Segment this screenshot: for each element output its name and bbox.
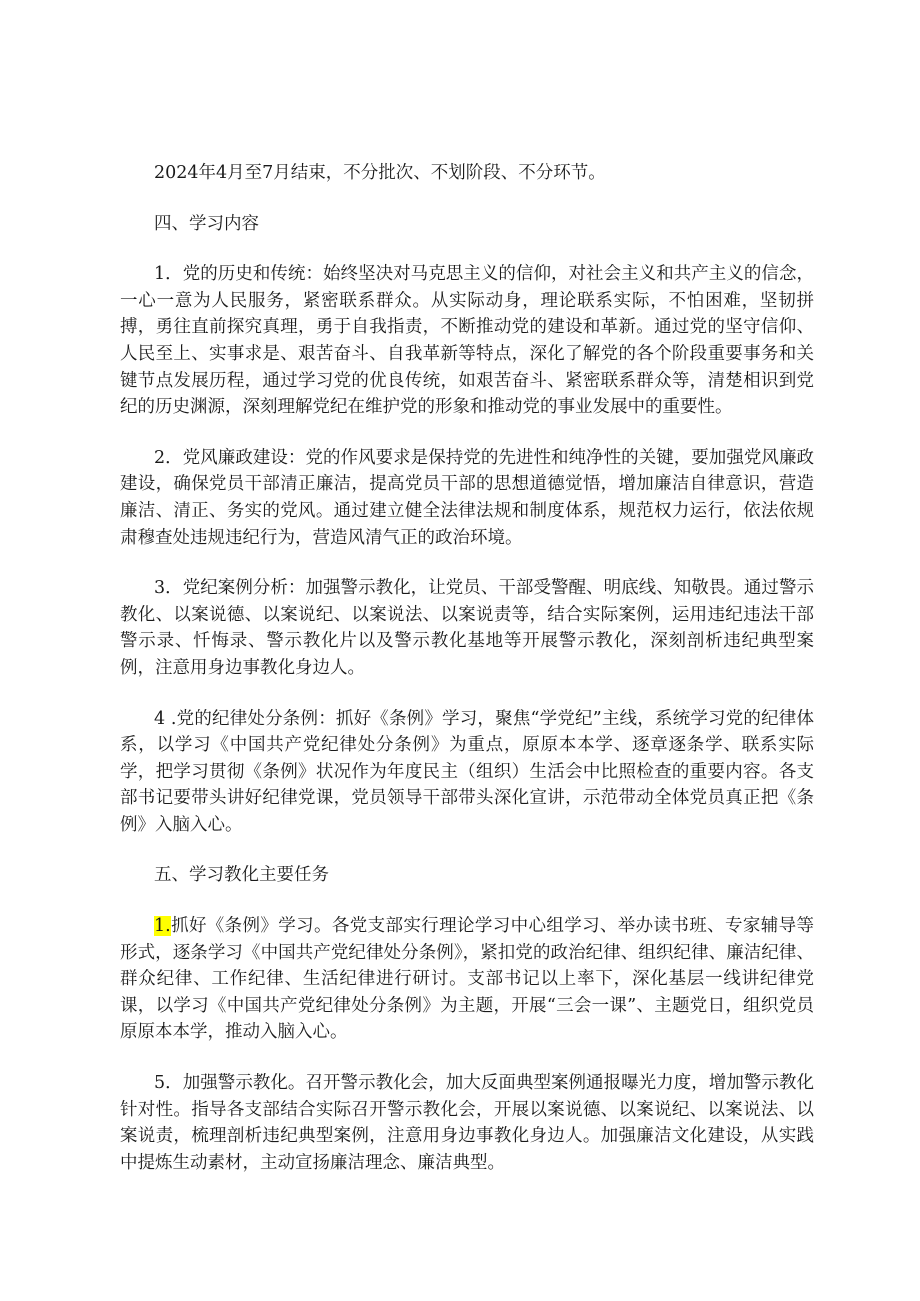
spacer	[120, 551, 814, 575]
spacer	[120, 237, 814, 261]
spacer	[120, 682, 814, 706]
spacer	[120, 1046, 814, 1070]
paragraph-discipline-regulations: 4 .党的纪律处分条例：抓好《条例》学习，聚焦“学党纪”主线，系统学习党的纪律体系，以学习《中国共产党纪律处分条例》为重点，原原本本学、逐章逐条学、联系实际学，把学习贯彻《条例》状况作为年度民主（组织）生活会中比照检查的重要内容。各支部书记要带头讲好纪律党课，党员领导干部带头深化宣讲，示范带动全体党员真正把《条例》入脑入心。	[120, 708, 814, 835]
spacer	[120, 187, 814, 211]
document-body	[120, 148, 814, 1176]
paragraph-clean-governance: 2．党风廉政建设：党的作风要求是保持党的先进性和纯净性的关键，要加强党风廉政建设，确保党员干部清正廉洁，提高党员干部的思想道德觉悟，增加廉洁自律意识，营造廉洁、清正、务实的党风。通过建立健全法律法规和制度体系，规范权力运行，依法依规肃穆查处违规违纪行为，营造风清气正的政治环境。	[120, 447, 814, 548]
paragraph-party-history: 1．党的历史和传统：始终坚决对马克思主义的信仰，对社会主义和共产主义的信念，一心一意为人民服务，紧密联系群众。从实际动身，理论联系实际，不怕困难，坚韧拼搏，勇往直前探究真理，勇于自我指责，不断推动党的建设和革新。通过党的坚守信仰、人民至上、实事求是、艰苦奋斗、自我革新等特点，深化了解党的各个阶段重要事务和关键节点发展历程，通过学习党的优良传统，如艰苦奋斗、紧密联系群众等，清楚相识到党纪的历史渊源，深刻理解党纪在维护党的形象和推动党的事业发展中的重要性。	[120, 264, 814, 418]
paragraph-study-regulations	[120, 913, 814, 1046]
spacer	[120, 421, 814, 445]
paragraph-case-analysis: 3．党纪案例分析：加强警示教化，让党员、干部受警醒、明底线、知敬畏。通过警示教化、以案说德、以案说纪、以案说法、以案说责等，结合实际案例，运用违纪违法干部警示录、忏悔录、警示教化片以及警示教化基地等开展警示教化，深刻剖析违纪典型案例，注意用身边事教化身边人。	[120, 578, 814, 678]
section-heading-4: 四、学习内容	[154, 213, 259, 234]
spacer	[120, 889, 814, 913]
spacer	[120, 838, 814, 862]
paragraph-study-regulations-text: 抓好《条例》学习。各党支部实行理论学习中心组学习、举办读书班、专家辅导等形式，逐条学习《中国共产党纪律处分条例》，紧扣党的政治纪律、组织纪律、廉洁纪律、群众纪律、工作纪律、生活纪律进行研讨。支部书记以上率下，深化基层一线讲纪律党课，以学习《中国共产党纪律处分条例》为主题，开展“三会一课”、主题党日，组织党员原原本本学，推动入脑入心。	[120, 916, 814, 1043]
highlighted-list-marker: 1.	[154, 916, 171, 937]
paragraph-timeframe: 2024年4月至7月结束，不分批次、不划阶段、不分环节。	[154, 163, 606, 183]
paragraph-warning-education: 5．加强警示教化。召开警示教化会，加大反面典型案例通报曝光力度，增加警示教化针对性。指导各支部结合实际召开警示教化会，开展以案说德、以案说纪、以案说法、以案说责，梳理剖析违纪典型案例，注意用身边事教化身边人。加强廉洁文化建设，从实践中提炼生动素材，主动宣扬廉洁理念、廉洁典型。	[120, 1073, 814, 1173]
section-heading-5: 五、学习教化主要任务	[154, 865, 329, 886]
